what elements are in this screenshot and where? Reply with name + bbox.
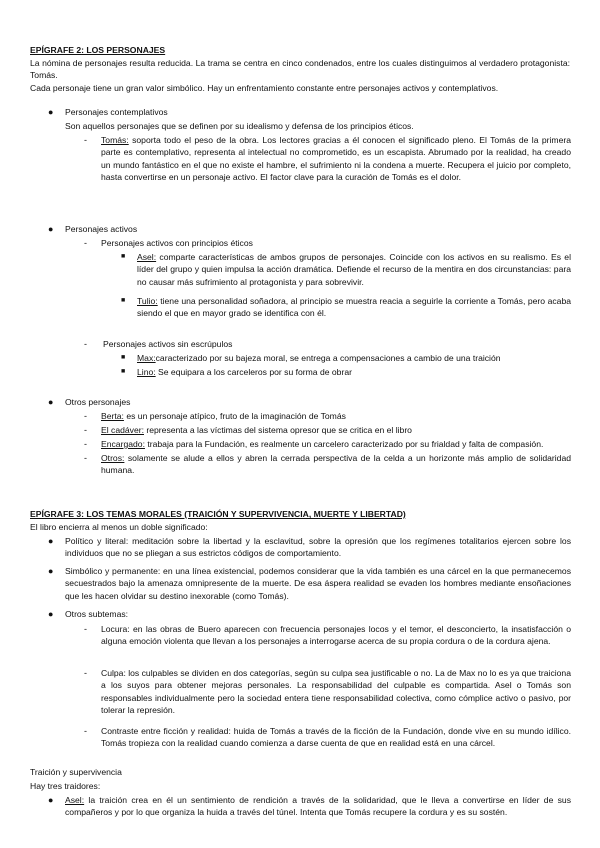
culpa-item: Culpa: los culpables se dividen en dos categorías, según su culpa sea justificable o no. La de Max no lo es ya que traiciona a los suyos para obtener mejoras personales. La responsabilidad del culpable es compartida. Asel o Tomás son responsables individualmente pero la sociedad entera tiene responsabilidad colectiva, como cómplice activo o pasivo, por tolerar la represión. <box>101 668 571 716</box>
locura-item: Locura: en las obras de Buero aparecen con frecuencia personajes locos y el temor, el desconcierto, la insatisfacción o alguna emoción violenta que llevan a los personajes a interrogarse acerca de su propia cordura o de la cordura ajena. <box>101 624 571 647</box>
activos-etica-subtitle: Personajes activos con principios éticos <box>101 238 253 248</box>
tomas-description <box>101 134 571 184</box>
bullet-icon: ● <box>48 795 54 805</box>
berta-label: Berta: <box>101 411 124 421</box>
dash-icon: - <box>84 624 87 634</box>
max-label: Max: <box>137 353 156 363</box>
otros-description <box>101 452 571 477</box>
bullet-icon: ● <box>48 107 54 117</box>
dash-icon: - <box>84 411 87 421</box>
lino-description <box>137 366 571 378</box>
dash-icon: - <box>84 339 87 349</box>
cadaver-text: representa a las víctimas del sistema opresor que se critica en el libro <box>146 425 412 435</box>
max-description <box>137 352 571 364</box>
traidores-subtitle: Hay tres traidores: <box>30 781 101 791</box>
bullet-icon: ● <box>48 397 54 407</box>
encargado-description <box>101 438 571 450</box>
asel-traicion-item <box>65 794 571 819</box>
paragraph-doble-significado: El libro encierra al menos un doble significado: <box>30 522 208 532</box>
otros-title: Otros personajes <box>65 397 131 407</box>
tulio-label: Tulio: <box>137 296 158 306</box>
tomas-text: soporta todo el peso de la obra. Los lectores gracias a él conocen el significado pleno. El Tomás de la primera parte es contemplativo, representa al intelectual no comprometido, es un escapista. Abrumado por la realidad, ha creado un mundo fantástico en el que no existe el hambre, el sufrimiento ni la condena a muerte. Recupera el juicio por completo, hasta convertirse en un personaje activo. El factor clave para la curación de Tomás es el dolor. <box>101 135 572 183</box>
dash-icon: - <box>84 726 87 736</box>
encargado-label: Encargado: <box>101 439 145 449</box>
dash-icon: - <box>84 453 87 463</box>
paragraph-intro: La nómina de personajes resulta reducida. La trama se centra en cinco condenados, entre los cuales distinguimos al verdadero protagonista: Tomás. <box>30 58 570 81</box>
max-text: caracterizado por su bajeza moral, se entrega a compensaciones a cambio de una traición <box>155 353 501 363</box>
bullet-icon: ● <box>48 609 54 619</box>
tulio-text: tiene una personalidad soñadora, al principio se muestra reacia a seguirle la corriente a Tomás, pero acaba siendo el que en mayor grado se identifica con él. <box>137 296 571 319</box>
traicion-title: Traición y supervivencia <box>30 767 122 777</box>
contemplativos-description: Son aquellos personajes que se definen por su idealismo y defensa de los principios éticos. <box>65 121 414 131</box>
lino-text: Se equipara a los carceleros por su forma de obrar <box>158 367 352 377</box>
berta-description <box>101 410 571 422</box>
contemplativos-title: Personajes contemplativos <box>65 107 168 117</box>
dash-icon: - <box>84 135 87 145</box>
tulio-description <box>137 295 571 320</box>
asel-description <box>137 251 571 288</box>
square-bullet-icon: ■ <box>121 368 126 375</box>
asel-label: Asel: <box>137 252 157 262</box>
activos-title: Personajes activos <box>65 224 138 234</box>
encargado-text: trabaja para la Fundación, es realmente un carcelero caracterizado por su frialdad y falta de compasión. <box>147 439 544 449</box>
berta-text: es un personaje atípico, fruto de la imaginación de Tomás <box>126 411 346 421</box>
asel-traicion-label: Asel: <box>65 795 85 805</box>
section-heading-2: EPÍGRAFE 2: LOS PERSONAJES <box>30 45 166 55</box>
bullet-icon: ● <box>48 536 54 546</box>
square-bullet-icon: ■ <box>121 253 126 260</box>
otros-label: Otros: <box>101 453 125 463</box>
cadaver-description <box>101 424 571 436</box>
square-bullet-icon: ■ <box>121 297 126 304</box>
tomas-label: Tomás: <box>101 135 129 145</box>
lino-label: Lino: <box>137 367 156 377</box>
otros-subtemas-item: Otros subtemas: <box>65 609 129 619</box>
section-heading-3: EPÍGRAFE 3: LOS TEMAS MORALES (TRAICIÓN Y SUPERVIVENCIA, MUERTE Y LIBERTAD) <box>30 509 406 519</box>
paragraph-symbolic: Cada personaje tiene un gran valor simbólico. Hay un enfrentamiento constante entre personajes activos y contemplativos. <box>30 83 499 93</box>
cadaver-label: El cadáver: <box>101 425 144 435</box>
square-bullet-icon: ■ <box>121 354 126 361</box>
dash-icon: - <box>84 238 87 248</box>
otros-text: solamente se alude a ellos y abren la cerrada perspectiva de la celda a un horizonte más amplio de solidaridad humana. <box>101 453 572 476</box>
contraste-item: Contraste entre ficción y realidad: huida de Tomás a través de la ficción de la Fundación, donde vive en su mundo idílico. Tomás tropieza con la realidad cuando comienza a darse cuenta de que en realidad está en una cárcel. <box>101 726 571 749</box>
asel-traicion-text: la traición crea en él un sentimiento de rendición a través de la solidaridad, que le lleva a convertirse en líder de sus compañeros y por lo que organiza la huida a través del túnel. Intenta que Tomás recupere la cordura y es su sostén. <box>65 795 572 818</box>
bullet-icon: ● <box>48 224 54 234</box>
asel-text: comparte características de ambos grupos de personajes. Coincide con los activos en su realismo. Es el líder del grupo y quien impulsa la acción dramática. Defiende el recurso de la mentira en dos circunstancias: para no causar más sufrimiento al protagonista y para sobrevivir. <box>137 252 571 287</box>
politico-literal-item: Político y literal: meditación sobre la libertad y la esclavitud, sobre la opresión que los regímenes totalitarios ejercen sobre los individuos que no se pliegan a sus estrictos códigos de comportamiento. <box>65 536 571 559</box>
simbolico-permanente-item: Simbólico y permanente: en una línea existencial, podemos considerar que la vida también es una cárcel en la que permanecemos secuestrados bajo la amenaza omnipresente de la muerte. De esa áspera realidad se evaden los hombres mediante ensoñaciones que les hacen olvidar su destino inexorable (como Tomás). <box>65 566 571 601</box>
dash-icon: - <box>84 668 87 678</box>
activos-sin-escrupulos-subtitle: Personajes activos sin escrúpulos <box>103 339 233 349</box>
dash-icon: - <box>84 439 87 449</box>
dash-icon: - <box>84 425 87 435</box>
bullet-icon: ● <box>48 566 54 576</box>
